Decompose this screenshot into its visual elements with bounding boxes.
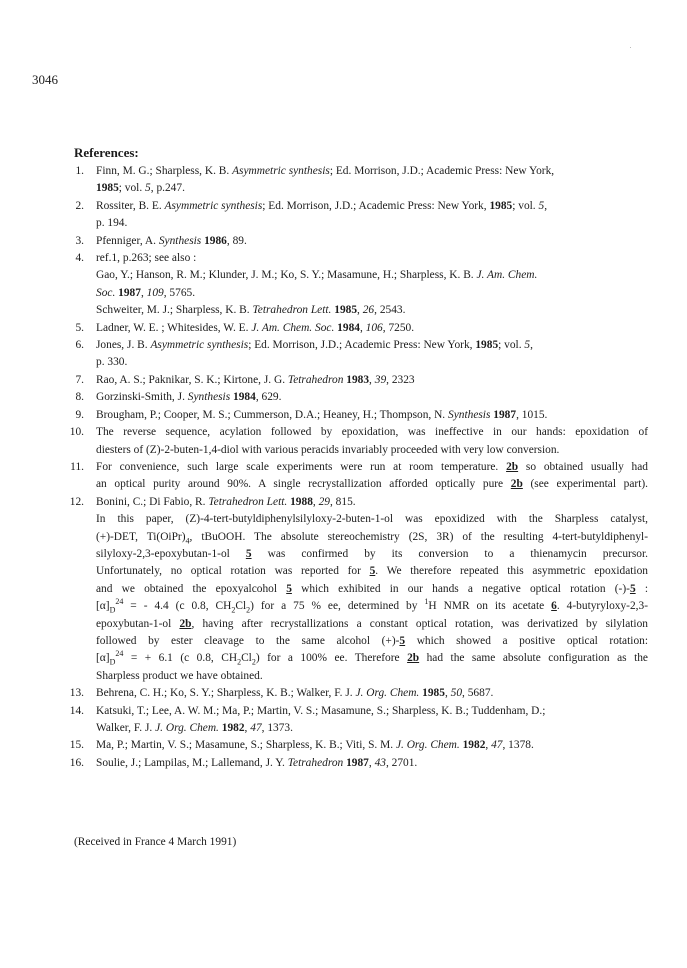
- text-run: , tBuOOH. The absolute stereochemistry (2S, 3R) of the resulting 4-tert-butyldiphenyl-: [189, 530, 649, 543]
- reference-text: [96, 163, 648, 198]
- text-run: 5: [145, 182, 151, 195]
- reference-line: [96, 494, 648, 511]
- text-run: Pfenniger, A.: [96, 234, 159, 247]
- text-run: , 89.: [226, 234, 247, 247]
- reference-line: [96, 459, 648, 476]
- text-run: [α]: [96, 652, 110, 665]
- text-run: Soc.: [96, 286, 116, 299]
- reference-line: [96, 233, 648, 250]
- text-run: Synthesis: [448, 408, 491, 421]
- scan-speck: [630, 47, 631, 48]
- text-run: ,: [485, 739, 492, 752]
- text-run: 47: [250, 722, 262, 734]
- reference-text: [96, 755, 648, 772]
- reference-line: [96, 337, 648, 354]
- text-run: 24: [115, 597, 124, 607]
- text-run: ; vol.: [498, 339, 525, 352]
- text-run: 1982: [221, 722, 245, 734]
- reference-text: [96, 372, 648, 389]
- text-run: , 1015.: [516, 408, 548, 421]
- reference-line: [96, 529, 648, 546]
- reference-number: 8.: [75, 391, 84, 404]
- text-run: ) for a 75 % ee, determined by: [250, 600, 425, 613]
- text-run: In this paper, (Z)-4-tert-butyldiphenylsilyloxy-2-buten-1-ol was epoxidized with the Sharpless catalyst,: [96, 513, 648, 526]
- text-run: 2b: [179, 617, 192, 630]
- reference-text: [96, 685, 648, 702]
- text-run: ,: [359, 321, 366, 334]
- reference-line: [96, 354, 648, 371]
- text-run: p. 330.: [96, 356, 128, 369]
- text-run: , 5765.: [163, 286, 196, 299]
- text-run: Brougham, P.; Cooper, M. S.; Cummerson, D.A.; Heaney, H.; Thompson, N.: [96, 408, 449, 421]
- text-run: Walker, F. J.: [96, 722, 156, 734]
- text-run: Synthesis: [158, 234, 202, 247]
- text-run: , p.247.: [150, 182, 185, 195]
- text-run: 1985: [489, 199, 513, 212]
- text-run: 1984: [233, 391, 256, 404]
- text-run: ,: [368, 756, 375, 769]
- reference-item: [46, 389, 648, 406]
- received-date: (Received in France 4 March 1991): [74, 836, 237, 848]
- text-run: Gorzinski-Smith, J.: [96, 391, 188, 404]
- reference-item: [46, 372, 648, 389]
- text-run: an optical purity around 90%. A single recrystallization afforded optically pure: [96, 478, 511, 491]
- reference-text: [96, 250, 648, 320]
- text-run: 106: [365, 321, 383, 334]
- text-run: Tetrahedron: [287, 756, 344, 769]
- reference-item: [46, 407, 648, 424]
- text-run: which showed a positive optical rotation:: [405, 634, 648, 647]
- text-run: ,: [244, 722, 251, 734]
- text-run: 1987: [346, 756, 369, 769]
- text-run: Ladner, W. E. ; Whitesides, W. E.: [96, 321, 252, 334]
- text-run: The reverse sequence, acylation followed by epoxidation, was ineffective in our hands: epoxidation of: [96, 426, 648, 439]
- reference-text: [96, 494, 648, 685]
- text-run: ,: [369, 373, 375, 386]
- text-run: Rao, A. S.; Paknikar, S. K.; Kirtone, J. G.: [96, 373, 288, 386]
- text-run: , 2701.: [385, 756, 418, 769]
- text-run: Tetrahedron: [287, 373, 344, 386]
- text-run: 2: [251, 657, 256, 667]
- text-run: 1985: [422, 687, 445, 700]
- text-run: J. Org. Chem.: [355, 687, 420, 700]
- reference-item: [46, 494, 648, 685]
- text-run: 2: [231, 605, 236, 615]
- text-run: had the same absolute configuration as the: [419, 652, 648, 665]
- reference-item: [46, 250, 648, 320]
- reference-text: [96, 703, 648, 738]
- text-run: Ma, P.; Martin, V. S.; Masamune, S.; Sharpless, K. B.; Viti, S. M.: [96, 739, 396, 752]
- reference-item: [46, 737, 648, 754]
- reference-item: [46, 198, 648, 233]
- text-run: J. Org. Chem.: [395, 739, 460, 752]
- text-run: , 1373.: [261, 722, 293, 734]
- text-run: (see experimental part).: [522, 478, 649, 491]
- text-run: ; vol.: [118, 182, 146, 195]
- text-run: 4: [185, 535, 190, 545]
- text-run: 1988: [290, 495, 313, 508]
- reference-number: 2.: [75, 199, 84, 212]
- reference-line: [96, 198, 648, 215]
- text-run: 5: [286, 582, 292, 595]
- reference-line: [96, 389, 648, 406]
- text-run: Behrena, C. H.; Ko, S. Y.; Sharpless, K. B.; Walker, F. J.: [96, 687, 356, 700]
- text-run: 1983: [346, 373, 370, 386]
- reference-line: [96, 650, 648, 667]
- reference-number: 11.: [70, 460, 84, 473]
- text-run: 5: [524, 339, 531, 352]
- text-run: , 1378.: [502, 739, 534, 752]
- text-run: 5: [369, 565, 376, 578]
- text-run: J. Org. Chem.: [155, 722, 219, 734]
- reference-line: [96, 633, 648, 650]
- reference-item: [46, 755, 648, 772]
- text-run: 109: [146, 286, 164, 299]
- reference-item: [46, 459, 648, 494]
- text-run: 6: [551, 600, 557, 613]
- text-run: Tetrahedron Lett.: [252, 304, 332, 317]
- text-run: Asymmetric synthesis: [150, 339, 249, 352]
- reference-item: [46, 703, 648, 738]
- reference-line: [96, 511, 648, 528]
- text-run: 1987: [493, 408, 517, 421]
- reference-line: [96, 424, 648, 441]
- text-run: 2b: [506, 460, 519, 473]
- reference-text: [96, 459, 648, 494]
- reference-number: 1.: [75, 165, 84, 177]
- reference-text: [96, 320, 648, 337]
- text-run: = - 4.4 (c 0.8, CH: [123, 600, 232, 613]
- reference-number: 3.: [75, 234, 84, 247]
- reference-text: [96, 737, 648, 754]
- text-run: 2b: [407, 652, 420, 665]
- text-run: ,: [312, 495, 319, 508]
- reference-line: [96, 407, 648, 424]
- text-run: Cl: [235, 600, 247, 613]
- text-run: Gao, Y.; Hanson, R. M.; Klunder, J. M.; Ko, S. Y.; Masamune, H.; Sharpless, K. B.: [96, 269, 477, 282]
- reference-line: [96, 546, 648, 563]
- reference-number: 12.: [69, 495, 84, 508]
- reference-number: 7.: [75, 373, 84, 386]
- reference-line: [96, 180, 648, 197]
- reference-line: [96, 372, 648, 389]
- reference-item: [46, 424, 648, 459]
- text-run: 1985: [96, 182, 119, 195]
- reference-line: [96, 598, 648, 615]
- text-run: , 7250.: [382, 321, 415, 334]
- reference-line: [96, 163, 648, 180]
- text-run: 5: [245, 547, 252, 560]
- text-run: ,: [357, 304, 363, 317]
- text-run: D: [109, 605, 116, 615]
- reference-number: 5.: [75, 321, 84, 334]
- reference-number: 13.: [69, 687, 84, 700]
- text-run: 2b: [510, 478, 523, 491]
- text-run: ,: [140, 286, 147, 299]
- text-run: ; Ed. Morrison, J.D.; Academic Press: New York,: [248, 339, 476, 352]
- reference-line: [96, 668, 648, 685]
- text-run: . We therefore repeated this asymmetric epoxidation: [375, 565, 648, 578]
- text-run: :: [635, 582, 648, 595]
- text-run: , 2323: [386, 373, 415, 386]
- reference-line: [96, 302, 648, 319]
- text-run: 24: [115, 649, 124, 659]
- text-run: ) for a 100% ee. Therefore: [255, 652, 408, 665]
- reference-text: [96, 337, 648, 372]
- text-run: 26: [362, 304, 375, 317]
- reference-line: [96, 703, 648, 720]
- reference-line: [96, 215, 648, 232]
- text-run: was confirmed by its conversion to a thienamycin precursor.: [251, 547, 648, 560]
- text-run: Bonini, C.; Di Fabio, R.: [96, 495, 209, 508]
- reference-line: [96, 616, 648, 633]
- text-run: 29: [318, 495, 330, 508]
- reference-item: [46, 163, 648, 198]
- text-run: Synthesis: [187, 391, 231, 404]
- text-run: ; Ed. Morrison, J.D.; Academic Press: New York,: [329, 165, 555, 177]
- text-run: = + 6.1 (c 0.8, CH: [123, 652, 238, 665]
- text-run: Schweiter, M. J.; Sharpless, K. B.: [96, 304, 253, 317]
- text-run: 1982: [462, 739, 486, 752]
- text-run: [α]: [96, 600, 110, 613]
- text-run: ; Ed. Morrison, J.D.; Academic Press: New York,: [262, 199, 490, 212]
- text-run: D: [109, 657, 116, 667]
- text-run: 39: [374, 373, 387, 386]
- text-run: Sharpless product we have obtained.: [96, 669, 263, 682]
- text-run: 1987: [118, 286, 141, 299]
- text-run: ,: [544, 199, 548, 212]
- text-run: Asymmetric synthesis: [232, 165, 330, 177]
- text-run: Tetrahedron Lett.: [208, 495, 288, 508]
- text-run: , 815.: [329, 495, 356, 508]
- text-run: ref.1, p.263; see also :: [96, 252, 197, 265]
- text-run: 1985: [334, 304, 358, 317]
- text-run: 47: [491, 739, 503, 752]
- text-run: Rossiter, B. E.: [96, 199, 165, 212]
- reference-line: [96, 442, 648, 459]
- reference-number: 4.: [75, 252, 84, 265]
- text-run: which exhibited in our hands a negative optical rotation (-)-: [291, 582, 630, 595]
- text-run: (+)-DET, Ti(OiPr): [96, 530, 186, 543]
- text-run: J. Am. Chem. Soc.: [251, 321, 335, 334]
- text-run: 5: [629, 582, 636, 595]
- text-run: 1984: [337, 321, 360, 334]
- reference-line: [96, 476, 648, 493]
- text-run: ; vol.: [512, 199, 539, 212]
- text-run: diesters of (Z)-2-buten-1,4-diol with various peracids invariably proceeded with very low conversion.: [96, 443, 560, 456]
- text-run: For convenience, such large scale experiments were run at room temperature.: [96, 460, 507, 473]
- text-run: Soulie, J.; Lampilas, M.; Lallemand, J. Y.: [96, 756, 288, 769]
- text-run: silyloxy-2,3-epoxybutan-1-ol: [96, 547, 246, 560]
- reference-number: 6.: [75, 339, 84, 352]
- text-run: Asymmetric synthesis: [164, 199, 263, 212]
- text-run: , 2543.: [374, 304, 406, 317]
- text-run: , having after recrystallizations a constant optical rotation, was derivatized by silylation: [191, 617, 648, 630]
- reference-line: [96, 720, 648, 737]
- reference-number: 14.: [69, 704, 84, 717]
- text-run: epoxybutan-1-ol: [96, 617, 180, 630]
- text-run: Jones, J. B.: [96, 339, 151, 352]
- reference-number: 15.: [69, 739, 84, 752]
- reference-number: 16.: [69, 756, 84, 769]
- text-run: Katsuki, T.; Lee, A. W. M.; Ma, P.; Martin, V. S.; Masamune, S.; Sharpless, K. B.; Tuddenham, D.;: [96, 704, 546, 717]
- reference-line: [96, 581, 648, 598]
- reference-line: [96, 320, 648, 337]
- page-number: 3046: [32, 72, 58, 87]
- reference-text: [96, 198, 648, 233]
- text-run: 5: [399, 634, 406, 647]
- text-run: 1986: [204, 234, 227, 247]
- text-run: 5: [538, 199, 545, 212]
- text-run: , 629.: [255, 391, 282, 404]
- reference-item: [46, 233, 648, 250]
- text-run: . 4-butyryloxy-2,3-: [556, 600, 648, 613]
- text-run: 2: [237, 657, 242, 667]
- references-heading: References:: [74, 145, 139, 160]
- text-run: so obtained usually had: [518, 460, 649, 473]
- text-run: Finn, M. G.; Sharpless, K. B.: [96, 165, 233, 177]
- text-run: 43: [374, 756, 386, 769]
- reference-line: [96, 267, 648, 284]
- reference-item: [46, 337, 648, 372]
- reference-number: 9.: [75, 408, 84, 421]
- reference-line: [96, 250, 648, 267]
- text-run: 1985: [475, 339, 499, 352]
- text-run: Unfortunately, no optical rotation was reported for: [96, 565, 370, 578]
- reference-number: 10.: [69, 426, 84, 439]
- text-run: ,: [530, 339, 533, 352]
- text-run: 1: [424, 597, 429, 607]
- reference-item: [46, 685, 648, 702]
- reference-text: [96, 407, 648, 424]
- text-run: ,: [444, 687, 451, 700]
- reference-line: [96, 685, 648, 702]
- reference-text: [96, 389, 648, 406]
- text-run: and we obtained the epoxyalcohol: [96, 582, 287, 595]
- references-list: [46, 163, 648, 772]
- reference-line: [96, 563, 648, 580]
- text-run: H NMR on its acetate: [428, 600, 552, 613]
- text-run: Cl: [241, 652, 252, 665]
- reference-line: [96, 737, 648, 754]
- reference-item: [46, 320, 648, 337]
- text-run: 2: [246, 605, 251, 615]
- reference-text: [96, 233, 648, 250]
- reference-line: [96, 755, 648, 772]
- text-run: J. Am. Chem.: [476, 269, 538, 282]
- text-run: , 5687.: [462, 687, 494, 700]
- text-run: 50: [450, 687, 463, 700]
- text-run: followed by ester cleavage to the same alcohol (+)-: [96, 634, 400, 647]
- reference-text: [96, 424, 648, 459]
- text-run: p. 194.: [96, 217, 128, 230]
- reference-line: [96, 285, 648, 302]
